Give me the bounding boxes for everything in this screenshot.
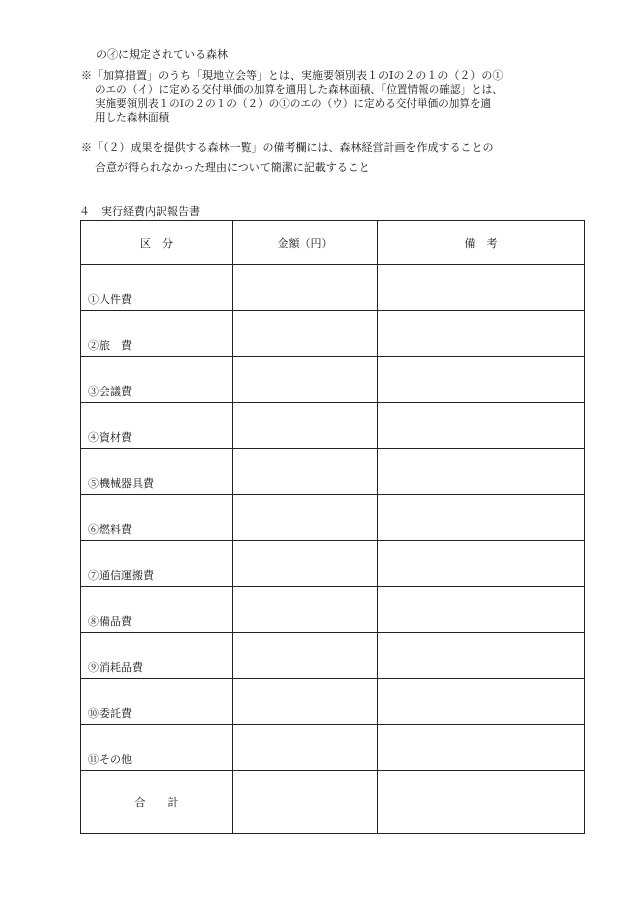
total-amount-cell[interactable] <box>233 771 378 834</box>
row-amount-cell[interactable] <box>233 403 378 449</box>
row-remarks-cell[interactable] <box>378 587 585 633</box>
total-label: 合 計 <box>81 771 233 834</box>
table-row <box>81 265 585 311</box>
table-row <box>81 541 585 587</box>
table-row <box>81 495 585 541</box>
row-amount-cell[interactable] <box>233 633 378 679</box>
row-remarks-cell[interactable] <box>378 633 585 679</box>
note-2-line-2: 合意が得られなかった理由について簡潔に記載すること <box>95 161 370 174</box>
total-remarks-cell[interactable] <box>378 771 585 834</box>
row-amount-cell[interactable] <box>233 495 378 541</box>
note-1-line-3: 実施要領別表１のⅠの２の１の（２）の①のエの（ウ）に定める交付単価の加算を適 <box>95 98 492 110</box>
row-category-label: ⑥燃料費 <box>81 495 233 541</box>
row-category-label: ⑦通信運搬費 <box>81 541 233 587</box>
header-category: 区 分 <box>81 221 233 265</box>
row-remarks-cell[interactable] <box>378 449 585 495</box>
row-remarks-cell[interactable] <box>378 725 585 771</box>
row-category-label: ②旅 費 <box>81 311 233 357</box>
table-row <box>81 403 585 449</box>
row-amount-cell[interactable] <box>233 587 378 633</box>
table-row <box>81 587 585 633</box>
intro-continuation-text: の㋑に規定されている森林 <box>96 48 228 61</box>
section-heading: ４ 実行経費内訳報告書 <box>79 205 200 218</box>
row-remarks-cell[interactable] <box>378 495 585 541</box>
row-amount-cell[interactable] <box>233 265 378 311</box>
row-amount-cell[interactable] <box>233 725 378 771</box>
row-amount-cell[interactable] <box>233 357 378 403</box>
row-category-label: ⑤機械器具費 <box>81 449 233 495</box>
row-amount-cell[interactable] <box>233 311 378 357</box>
note-1-line-2: のエの（イ）に定める交付単価の加算を適用した森林面積、「位置情報の確認」とは、 <box>95 84 503 96</box>
row-amount-cell[interactable] <box>233 449 378 495</box>
table-row <box>81 725 585 771</box>
row-amount-cell[interactable] <box>233 541 378 587</box>
row-remarks-cell[interactable] <box>378 403 585 449</box>
row-category-label: ⑩委託費 <box>81 679 233 725</box>
note-2-line-1: ※「（２）成果を提供する森林一覧」の備考欄には、森林経営計画を作成することの <box>81 141 494 154</box>
row-remarks-cell[interactable] <box>378 679 585 725</box>
table-header-row <box>81 221 585 265</box>
table-row <box>81 633 585 679</box>
table-total-row <box>81 771 585 834</box>
row-remarks-cell[interactable] <box>378 265 585 311</box>
table-row <box>81 679 585 725</box>
row-category-label: ③会議費 <box>81 357 233 403</box>
table-row <box>81 449 585 495</box>
header-remarks: 備 考 <box>378 221 585 265</box>
table-row <box>81 357 585 403</box>
expense-report-table <box>80 220 585 834</box>
row-remarks-cell[interactable] <box>378 311 585 357</box>
row-category-label: ⑨消耗品費 <box>81 633 233 679</box>
row-category-label: ⑧備品費 <box>81 587 233 633</box>
row-remarks-cell[interactable] <box>378 357 585 403</box>
row-category-label: ④資材費 <box>81 403 233 449</box>
row-category-label: ①人件費 <box>81 265 233 311</box>
note-1-line-4: 用した森林面積 <box>95 112 170 124</box>
header-amount: 金額（円） <box>233 221 378 265</box>
note-1-line-1: ※「加算措置」のうち「現地立会等」とは、実施要領別表１のⅠの２の１の（２）の① <box>81 69 504 82</box>
row-category-label: ⑪その他 <box>81 725 233 771</box>
table-row <box>81 311 585 357</box>
row-amount-cell[interactable] <box>233 679 378 725</box>
row-remarks-cell[interactable] <box>378 541 585 587</box>
